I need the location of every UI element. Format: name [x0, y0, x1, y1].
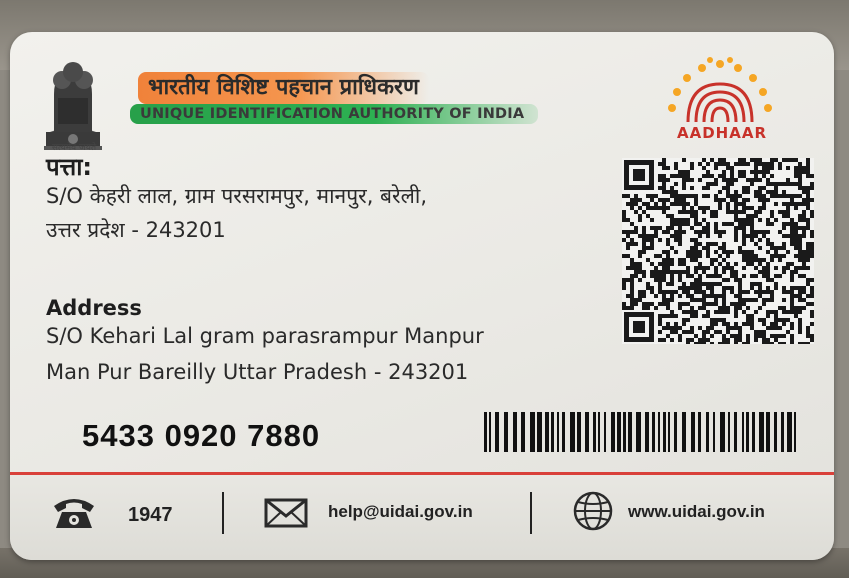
emblem-motto: सत्यमेव जयते	[51, 143, 97, 153]
address-english-line-1: S/O Kehari Lal gram parasrampur Manpur	[46, 324, 484, 348]
footer-separator	[530, 492, 532, 534]
address-label-hindi: पत्ता:	[46, 153, 93, 181]
helpline-number: 1947	[128, 504, 173, 526]
address-english-line-2: Man Pur Bareilly Uttar Pradesh - 243201	[46, 360, 469, 384]
address-label-english: Address	[46, 296, 142, 320]
qr-code	[622, 158, 814, 344]
aadhaar-card	[10, 32, 834, 560]
footer-separator	[222, 492, 224, 534]
website-url: www.uidai.gov.in	[628, 502, 765, 521]
aadhaar-logo-text: AADHAAR	[677, 124, 767, 142]
address-hindi-line-1: S/O केहरी लाल, ग्राम परसरामपुर, मानपुर, बरेली,	[46, 184, 427, 208]
help-email: help@uidai.gov.in	[328, 502, 473, 521]
authority-title-english: UNIQUE IDENTIFICATION AUTHORITY OF INDIA	[130, 104, 538, 124]
authority-title-hindi: भारतीय विशिष्ट पहचान प्राधिकरण	[138, 72, 429, 104]
globe-icon	[572, 490, 614, 532]
barcode	[484, 412, 796, 452]
aadhaar-number: 5433 0920 7880	[82, 418, 321, 453]
address-hindi-line-2: उत्तर प्रदेश - 243201	[46, 218, 226, 242]
mail-icon	[264, 498, 308, 528]
phone-icon	[50, 492, 98, 530]
